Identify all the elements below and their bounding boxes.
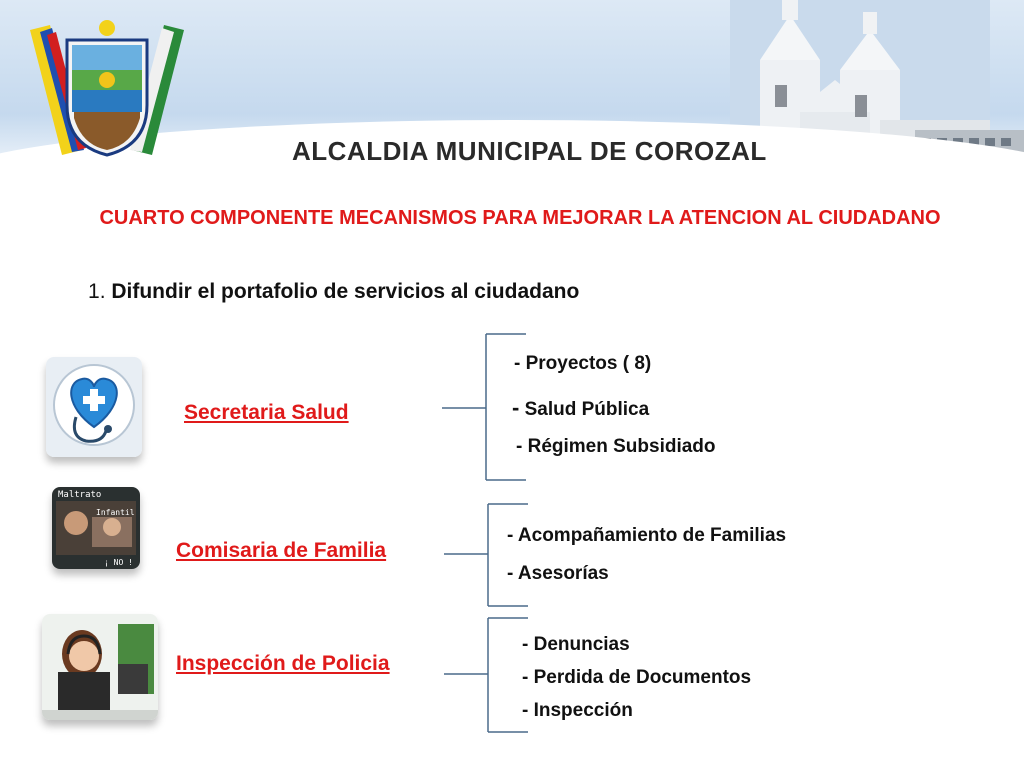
health-thumbnail	[46, 357, 142, 457]
dept-secretaria-salud[interactable]: Secretaria Salud	[184, 401, 349, 424]
health-heart-icon	[46, 357, 142, 457]
list-item: - Acompañamiento de Familias	[507, 525, 787, 546]
section-heading	[88, 280, 579, 304]
section-title: Difundir el portafolio de servicios al ciudadano	[105, 280, 580, 303]
list-item: - Inspección	[522, 700, 633, 721]
call-center-agent-icon	[42, 614, 158, 720]
page-title: ALCALDIA MUNICIPAL DE COROZAL	[292, 136, 767, 166]
item-label: Salud Pública	[524, 399, 650, 420]
list-item: - Asesorías	[507, 563, 609, 584]
item-dash: -	[512, 395, 520, 420]
list-item: - Proyectos ( 8)	[514, 353, 652, 374]
list-item: - Régimen Subsidiado	[516, 436, 716, 457]
child-abuse-icon	[52, 487, 140, 569]
family-thumbnail	[52, 487, 140, 569]
header-banner	[0, 0, 1024, 190]
list-item: - Perdida de Documentos	[522, 667, 752, 688]
dept-inspeccion-policia[interactable]: Inspección de Policia	[176, 652, 390, 675]
list-item: - Denuncias	[522, 634, 630, 655]
component-title: CUARTO COMPONENTE MECANISMOS PARA MEJORAR LA ATENCION AL CIUDADANO	[99, 207, 941, 229]
coat-of-arms-icon	[22, 10, 192, 160]
list-item	[512, 395, 649, 421]
bracket-connector-3	[442, 614, 532, 736]
police-thumbnail	[42, 614, 158, 720]
icon-text-maltrato: Maltrato	[58, 490, 102, 500]
icon-text-infantil: Infantil	[96, 508, 135, 517]
section-punct: .	[99, 280, 106, 303]
bracket-connector-2	[442, 500, 532, 610]
dept-comisaria-familia[interactable]: Comisaria de Familia	[176, 539, 387, 562]
section-number: 1	[88, 280, 100, 303]
icon-text-no: ¡ NO !	[104, 558, 133, 567]
